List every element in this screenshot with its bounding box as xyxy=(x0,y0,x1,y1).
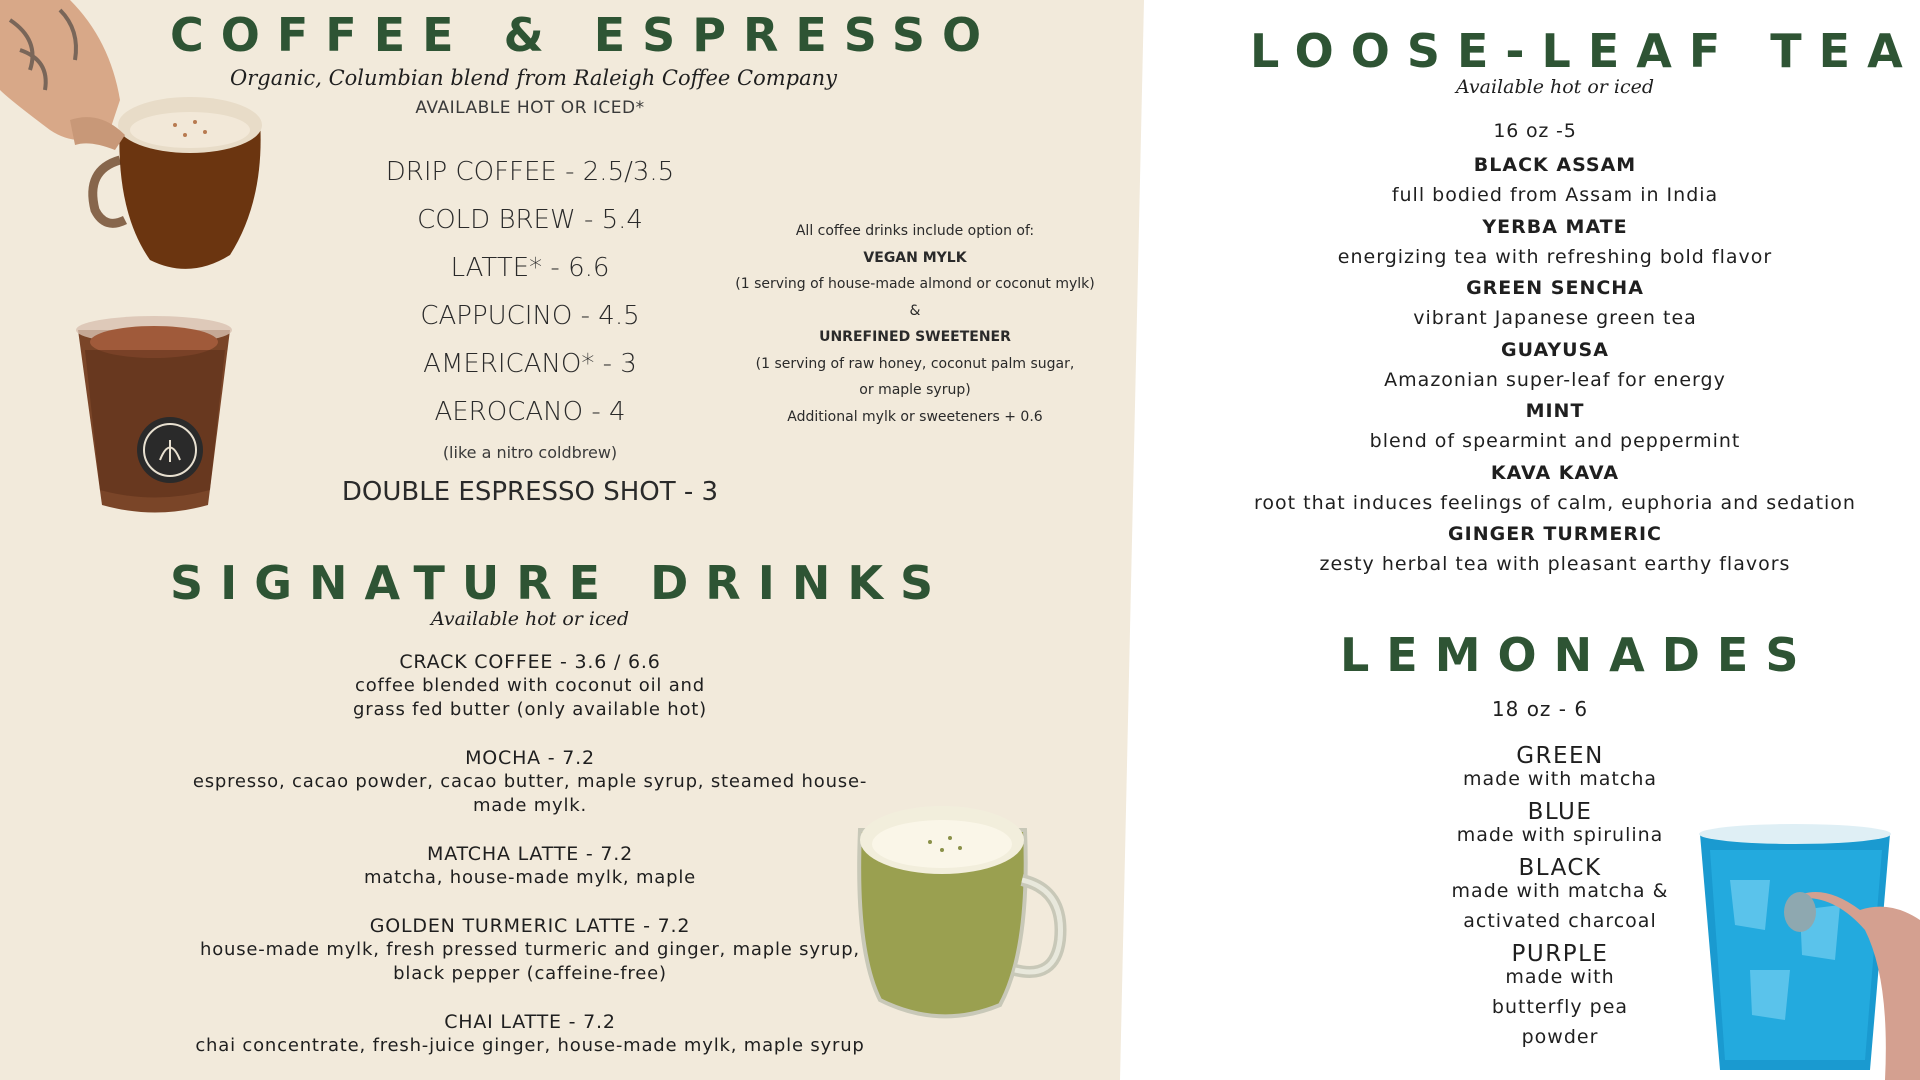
lemonade-desc: made with butterfly pea powder xyxy=(1491,966,1629,1048)
list-item xyxy=(1250,458,1860,520)
menu-item: DOUBLE ESPRESSO SHOT - 3 xyxy=(341,477,719,507)
list-item xyxy=(1250,335,1860,397)
coffee-availability-note: AVAILABLE HOT OR ICED* xyxy=(415,98,645,118)
blue-lemonade-cup-photo xyxy=(1690,820,1920,1080)
iced-mocha-cup-photo xyxy=(70,310,240,520)
menu-item: CAPPUCINO - 4.5 xyxy=(420,301,640,331)
list-item xyxy=(1250,212,1860,274)
drink-name: GOLDEN TURMERIC LATTE - 7.2 xyxy=(369,915,691,937)
list-item xyxy=(190,746,870,818)
menu-item: COLD BREW - 5.4 xyxy=(417,205,643,235)
ampersand: & xyxy=(909,302,921,319)
tea-name: GREEN SENCHA xyxy=(1466,277,1644,299)
options-intro: All coffee drinks include option of: xyxy=(795,223,1035,239)
list-item xyxy=(1250,396,1860,458)
matcha-latte-mug-photo xyxy=(850,800,1070,1030)
tea-desc: Amazonian super-leaf for energy xyxy=(1384,368,1726,391)
coffee-menu-list xyxy=(330,148,730,514)
coffee-subtitle: Organic, Columbian blend from Raleigh Coffee Company xyxy=(230,66,838,90)
tea-name: GUAYUSA xyxy=(1501,338,1609,361)
lemonade-desc: made with matcha xyxy=(1462,768,1658,790)
drink-name: CHAI LATTE - 7.2 xyxy=(444,1011,616,1033)
lemonades-heading: LEMONADES xyxy=(1340,628,1816,682)
signature-menu-list xyxy=(190,650,870,1080)
loose-leaf-tea-heading: LOOSE-LEAF TEA xyxy=(1250,24,1920,78)
drink-desc: coffee blended with coconut oil and grass fed butter (only available hot) xyxy=(353,675,707,720)
vegan-mylk-label: VEGAN MYLK xyxy=(863,249,967,266)
coffee-options-box xyxy=(735,218,1095,430)
list-item xyxy=(1250,519,1860,581)
lemonade-name: BLUE xyxy=(1527,799,1593,825)
drink-name: CRACK COFFEE - 3.6 / 6.6 xyxy=(399,651,661,673)
menu-item: DRIP COFFEE - 2.5/3.5 xyxy=(385,157,675,187)
tea-size-price: 16 oz -5 xyxy=(1493,120,1577,142)
additional-note: Additional mylk or sweeteners + 0.6 xyxy=(787,408,1043,425)
coffee-espresso-heading: COFFEE & ESPRESSO xyxy=(170,8,999,62)
lemonade-desc: made with matcha & activated charcoal xyxy=(1451,880,1669,932)
menu-item: AEROCANO - 4 xyxy=(434,397,626,427)
lemonade-name: BLACK xyxy=(1518,855,1602,881)
tea-desc: blend of spearmint and peppermint xyxy=(1369,430,1741,452)
list-item xyxy=(1400,854,1720,936)
list-item xyxy=(1400,940,1720,1052)
vegan-mylk-desc: (1 serving of house-made almond or coconut mylk) xyxy=(735,276,1095,292)
lemonade-desc: made with spirulina xyxy=(1456,824,1664,846)
drink-desc: chai concentrate, fresh-juice ginger, house-made mylk, maple syrup xyxy=(195,1035,865,1056)
list-item xyxy=(1250,150,1860,212)
drink-name: MOCHA - 7.2 xyxy=(465,747,595,769)
tea-subtitle: Available hot or iced xyxy=(1455,76,1655,98)
lemonade-size-price: 18 oz - 6 xyxy=(1491,697,1589,721)
list-item xyxy=(1400,742,1720,794)
tea-name: GINGER TURMERIC xyxy=(1448,523,1662,545)
drink-desc: house-made mylk, fresh pressed turmeric and ginger, maple syrup, black pepper (caffeine-free) xyxy=(200,939,860,984)
sweetener-label: UNREFINED SWEETENER xyxy=(819,329,1011,345)
list-item xyxy=(1250,273,1860,335)
list-item xyxy=(190,650,870,722)
tea-menu-list xyxy=(1250,150,1860,581)
menu-item: AMERICANO* - 3 xyxy=(423,349,637,379)
list-item xyxy=(190,1010,870,1058)
signature-subtitle: Available hot or iced xyxy=(430,608,630,630)
lemonade-menu-list xyxy=(1400,742,1720,1056)
tea-name: KAVA KAVA xyxy=(1490,461,1620,484)
tea-desc: zesty herbal tea with pleasant earthy flavors xyxy=(1319,553,1791,575)
tea-name: BLACK ASSAM xyxy=(1473,154,1637,176)
lemonade-name: PURPLE xyxy=(1511,941,1609,967)
tea-name: MINT xyxy=(1525,400,1585,422)
drink-desc: espresso, cacao powder, cacao butter, maple syrup, steamed house-made mylk. xyxy=(192,771,868,816)
list-item xyxy=(1400,798,1720,850)
signature-drinks-heading: SIGNATURE DRINKS xyxy=(170,556,951,610)
tea-desc: root that induces feelings of calm, euphoria and sedation xyxy=(1254,491,1856,514)
drink-name: MATCHA LATTE - 7.2 xyxy=(427,843,633,865)
lemonade-name: GREEN xyxy=(1516,743,1604,769)
tea-desc: energizing tea with refreshing bold flavor xyxy=(1337,245,1773,268)
tea-desc: vibrant Japanese green tea xyxy=(1413,307,1697,329)
list-item xyxy=(190,914,870,986)
tea-desc: full bodied from Assam in India xyxy=(1391,184,1719,206)
menu-item: LATTE* - 6.6 xyxy=(450,253,610,283)
tea-name: YERBA MATE xyxy=(1482,215,1628,238)
list-item xyxy=(190,842,870,890)
aerocano-note: (like a nitro coldbrew) xyxy=(442,443,618,462)
sweetener-desc: (1 serving of raw honey, coconut palm sugar, or maple syrup) xyxy=(755,355,1075,398)
drink-desc: matcha, house-made mylk, maple xyxy=(363,867,697,888)
